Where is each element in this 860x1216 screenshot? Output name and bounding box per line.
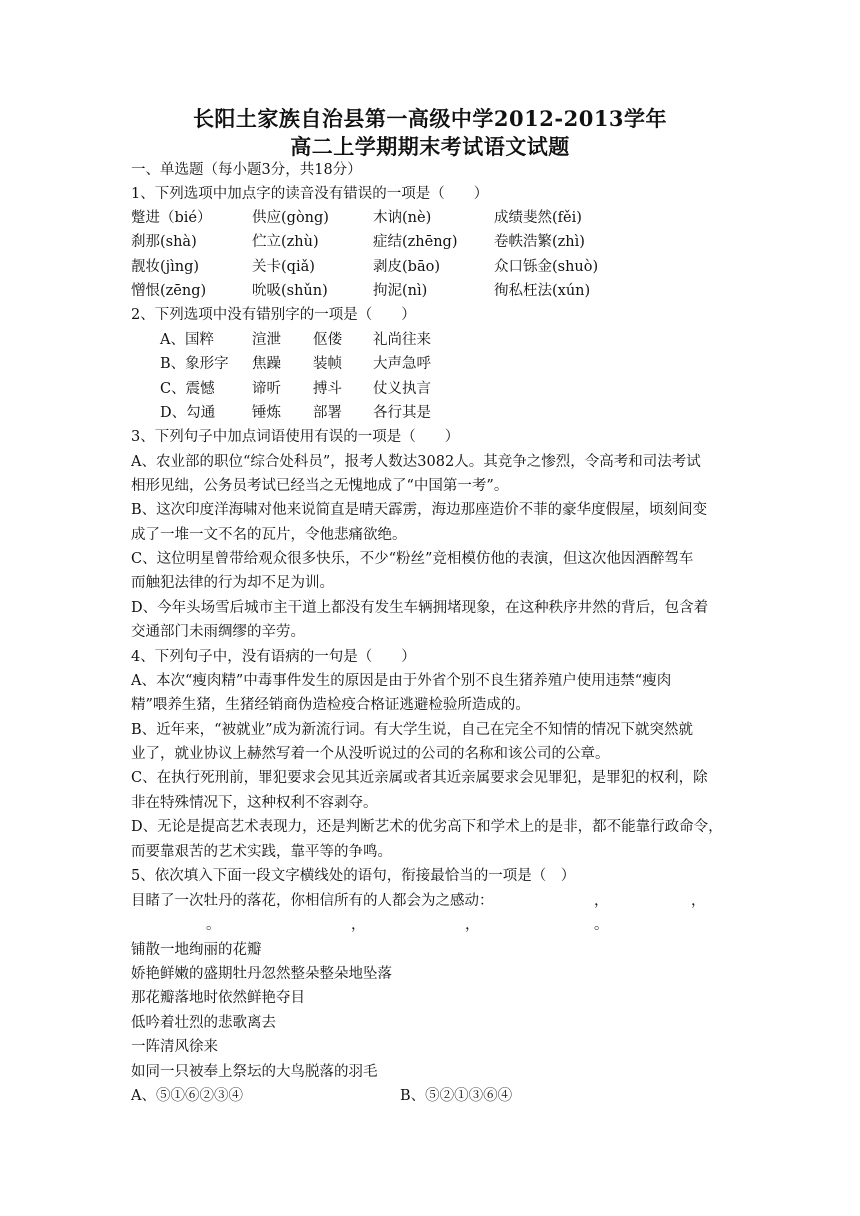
- q2-option-label: C、震憾: [160, 381, 215, 397]
- q2-option-label: D、勾通: [160, 405, 216, 421]
- q5-blank-mark: ，: [465, 917, 480, 933]
- q5-blank-mark: ，: [594, 893, 609, 909]
- q2-word: 谛听: [252, 381, 281, 397]
- q1-option: 伫立(zhù): [252, 234, 319, 250]
- q4-text-line: 业了，就业协议上赫然写着一个从没听说过的公司的名称和该公司的公章。: [131, 746, 610, 762]
- q5-item: 低吟着壮烈的悲歌离去: [131, 1015, 276, 1031]
- question-1-stem: 1、下列选项中加点字的读音没有错误的一项是（ ）: [131, 186, 489, 202]
- q1-option: 卷帙浩繁(zhì): [494, 234, 585, 250]
- q1-option: 症结(zhēng): [373, 234, 458, 250]
- q4-text-line: 而要靠艰苦的艺术实践，靠平等的争鸣。: [131, 844, 392, 860]
- exam-title-line2: 高二上学期期末考试语文试题: [290, 134, 570, 159]
- q2-word: 搏斗: [313, 381, 342, 397]
- q5-blank-mark: ，: [691, 893, 706, 909]
- q5-intro: 目睹了一次牡丹的落花，你相信所有的人都会为之感动：: [131, 893, 494, 909]
- q2-word: 部署: [313, 405, 342, 421]
- q3-text-line: A、农业部的职位“综合处科员”，报考人数达3082人。其竞争之惨烈，令高考和司法考试: [131, 454, 701, 470]
- q1-option: 徇私枉法(xún): [494, 283, 591, 299]
- q3-text-line: 成了一堆一文不名的瓦片，令他悲痛欲绝。: [131, 527, 407, 543]
- q2-word: 大声急呼: [373, 356, 431, 372]
- question-3-stem: 3、下列句子中加点词语使用有误的一项是（ ）: [131, 429, 460, 445]
- q1-option: 供应(gòng): [252, 210, 329, 226]
- q3-text-line: 交通部门未雨绸缪的辛劳。: [131, 624, 305, 640]
- q5-option-a: A、⑤①⑥②③④: [131, 1088, 243, 1104]
- q5-blank-mark: 。: [594, 917, 609, 933]
- q1-option: 拘泥(nì): [373, 283, 428, 299]
- q4-text-line: C、在执行死刑前，罪犯要求会见其近亲属或者其近亲属要求会见罪犯，是罪犯的权利，除: [131, 770, 708, 786]
- q1-option: 关卡(qiǎ): [252, 259, 315, 275]
- q2-word: 各行其是: [373, 405, 431, 421]
- q3-text-line: D、今年头场雪后城市主干道上都没有发生车辆拥堵现象，在这种秩序井然的背后，包含着: [131, 600, 709, 616]
- question-2-stem: 2、下列选项中没有错别字的一项是（ ）: [131, 307, 416, 323]
- q2-word: 锤炼: [252, 405, 281, 421]
- q5-item: 那花瓣落地时依然鲜艳夺目: [131, 990, 305, 1006]
- q3-text-line: 而触犯法律的行为却不足为训。: [131, 575, 334, 591]
- q4-text-line: B、近年来，“被就业”成为新流行词。有大学生说，自己在完全不知情的情况下就突然就: [131, 722, 693, 738]
- q3-text-line: 相形见绌，公务员考试已经当之无愧地成了“中国第一考”。: [131, 478, 509, 494]
- q2-option-label: A、国粹: [160, 332, 214, 348]
- q2-word: 渲泄: [252, 332, 281, 348]
- q2-word: 焦躁: [252, 356, 281, 372]
- q1-option: 吮吸(shǔn): [252, 283, 328, 299]
- q5-item: 一阵清风徐来: [131, 1039, 218, 1055]
- q5-blank-mark: 。: [206, 917, 221, 933]
- q3-text-line: B、这次印度洋海啸对他来说简直是晴天霹雳，海边那座造价不菲的豪华度假屋，顷刻间变: [131, 502, 708, 518]
- q2-word: 仗义执言: [373, 381, 431, 397]
- q2-word: 装帧: [313, 356, 342, 372]
- exam-title-line1: 长阳土家族自治县第一高级中学2012-2013学年: [192, 106, 668, 131]
- q2-word: 礼尚往来: [373, 332, 431, 348]
- q5-item: 娇艳鲜嫩的盛期牡丹忽然整朵整朵地坠落: [131, 966, 392, 982]
- q1-option: 成绩斐然(fěi): [494, 210, 582, 226]
- q4-text-line: 精”喂养生猪，生猪经销商伪造检疫合格证逃避检验所造成的。: [131, 697, 530, 713]
- q3-text-line: C、这位明星曾带给观众很多快乐，不少“粉丝”竞相模仿他的表演，但这次他因酒醉驾车: [131, 551, 694, 567]
- q5-item: 铺散一地绚丽的花瓣: [131, 942, 262, 958]
- q5-item: 如同一只被奉上祭坛的大鸟脱落的羽毛: [131, 1064, 378, 1080]
- q2-option-label: B、象形字: [160, 356, 229, 372]
- q5-blank-mark: ，: [351, 917, 366, 933]
- q1-option: 木讷(nè): [373, 210, 432, 226]
- q4-text-line: A、本次“瘦肉精”中毒事件发生的原因是由于外省个别不良生猪养殖户使用违禁“瘦肉: [131, 673, 672, 689]
- q1-option: 剥皮(bāo): [373, 259, 440, 275]
- q1-option: 众口铄金(shuò): [494, 259, 599, 275]
- q1-option: 憎恨(zēng): [131, 283, 207, 299]
- q1-option: 蹩进（bié）: [131, 210, 212, 226]
- q1-option: 刹那(shà): [131, 234, 197, 250]
- q4-text-line: 非在特殊情况下，这种权利不容剥夺。: [131, 795, 378, 811]
- q5-option-b: B、⑤②①③⑥④: [400, 1088, 513, 1104]
- q1-option: 靓妆(jìng): [131, 259, 200, 275]
- question-4-stem: 4、下列句子中，没有语病的一句是（ ）: [131, 649, 416, 665]
- question-5-stem: 5、依次填入下面一段文字横线处的语句，衔接最恰当的一项是（ ）: [131, 868, 576, 884]
- q4-text-line: D、无论是提高艺术表现力，还是判断艺术的优劣高下和学术上的是非，都不能靠行政命令，: [131, 819, 723, 835]
- section-heading: 一、单选题（每小题3分，共18分）: [131, 162, 362, 178]
- q2-word: 伛偻: [313, 332, 342, 348]
